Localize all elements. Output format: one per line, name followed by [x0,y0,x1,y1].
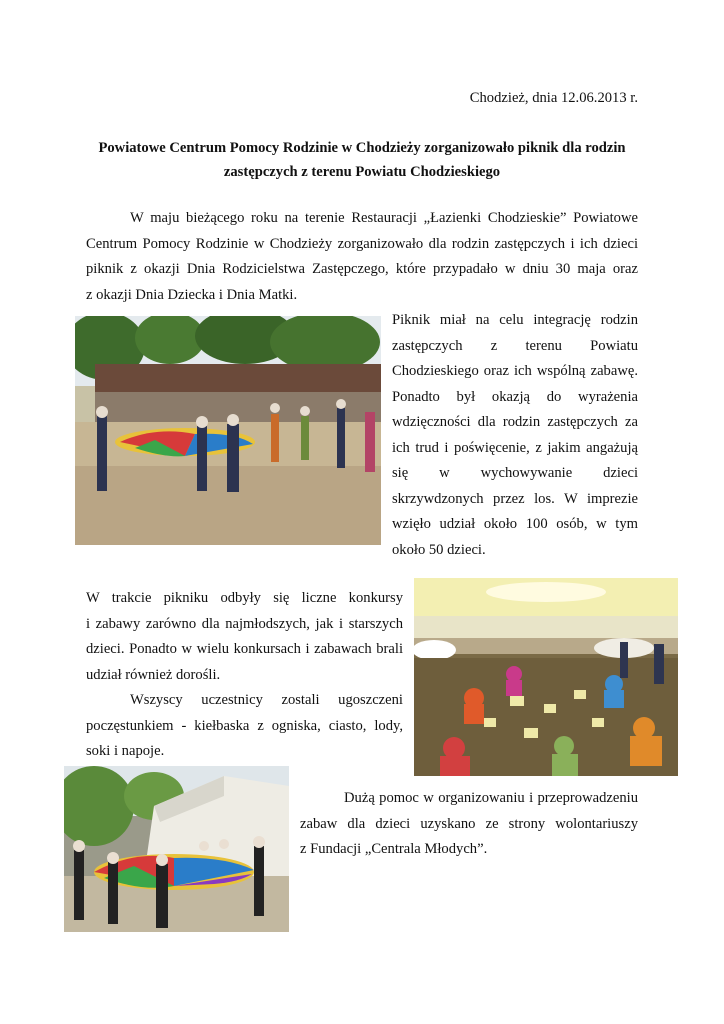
paragraph-purpose [392,308,638,563]
paragraph-line: wdzięczności dla rodzin zastępczych za [392,414,638,430]
paragraph-line: piknik z okazji Dnia Rodzicielstwa Zastępczego, które przypadało w dniu 30 maja oraz [86,261,638,277]
paragraph-line: soki i napoje. [86,743,165,759]
title-line-1: Powiatowe Centrum Pomocy Rodzinie w Chodzieży zorganizowało piknik dla rodzin [98,140,626,156]
paragraph-line: Wszyscy uczestnicy zostali ugoszczeni [130,692,403,708]
document-date: Chodzież, dnia 12.06.2013 r. [469,90,638,106]
title-line-2: zastępczych z terenu Powiatu Chodzieskiego [223,164,501,180]
paragraph-line: W trakcie pikniku odbyły się liczne konkursy [86,590,403,606]
paragraph-line: Centrum Pomocy Rodzinie w Chodzieży zorganizowało dla rodzin zastępczych i ich dzieci [86,235,638,252]
paragraph-line: zastępczych z terenu Powiatu [392,337,638,354]
paragraph-line: Dużą pomoc w organizowaniu i przeprowadzeniu [344,790,638,806]
paragraph-line: około 50 dzieci. [392,541,486,558]
paragraph-line: udział również dorośli. [86,666,221,683]
paragraph-line: W maju bieżącego roku na terenie Restauracji „Łazienki Chodzieskie” Powiatowe [130,210,638,226]
paragraph-line: poczęstunkiem - kiełbaska z ogniska, ciasto, lody, [86,717,403,734]
photo-parachute-tent [64,766,289,932]
paragraph-line: dzieci. Ponadto w wielu konkursach i zabawach brali [86,641,403,657]
paragraph-refreshments [86,688,403,765]
paragraph-line: z okazji Dnia Dziecka i Dnia Matki. [86,286,298,303]
paragraph-line: się w wychowywanie dzieci [392,465,638,481]
paragraph-volunteers [300,786,638,863]
paragraph-line: Ponadto był okazją do wyrażenia [392,388,638,405]
paragraph-activities [86,586,403,688]
paragraph-line: zabaw dla dzieci uzyskano ze strony wolontariuszy [300,815,638,832]
paragraph-line: wzięło udział około 100 osób, w tym [392,516,638,532]
photo-parachute-game-outdoor [75,316,381,545]
paragraph-intro [86,206,638,308]
paragraph-line: ich trud i poświęcenie, z jakim angażują [392,439,638,456]
paragraph-line: skrzywdzonych przez los. W imprezie [392,490,638,507]
paragraph-line: i zabawy zarówno dla najmłodszych, jak i starszych [86,615,403,632]
paragraph-line: Chodzieskiego oraz ich wspólną zabawę. [392,363,638,379]
photo-indoor-games [414,578,678,776]
paragraph-line: Piknik miał na celu integrację rodzin [392,312,638,328]
document-title [86,136,638,184]
paragraph-line: z Fundacji „Centrala Młodych”. [300,841,488,857]
